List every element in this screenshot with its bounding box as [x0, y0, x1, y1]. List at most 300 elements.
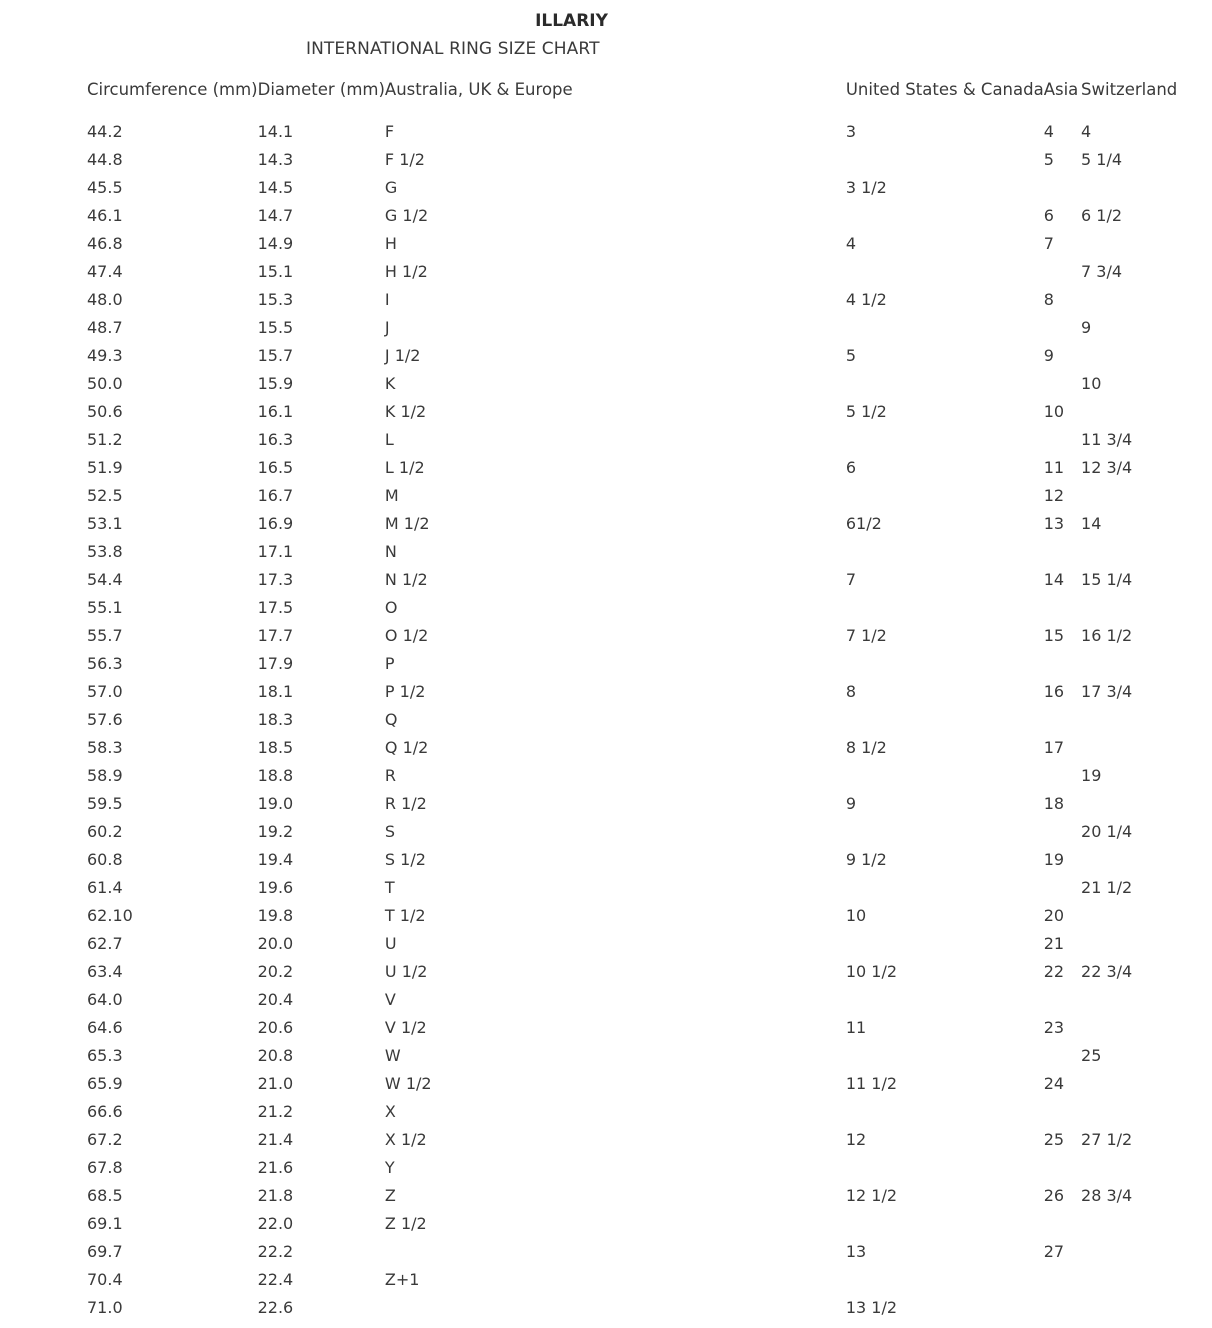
- cell-australia-uk-europe: G 1/2: [384, 206, 429, 225]
- table-row: [87, 1154, 1212, 1182]
- table-row: [87, 986, 1212, 1014]
- cell-circumference: 70.4: [87, 1270, 123, 1289]
- cell-switzerland: [1081, 734, 1212, 762]
- table-row: [87, 1294, 1212, 1322]
- table-row: [87, 1238, 1212, 1266]
- cell-diameter: 19.0: [257, 794, 294, 813]
- cell-diameter: 21.0: [257, 1074, 294, 1093]
- cell-us-canada: [846, 482, 1044, 510]
- cell-asia: 26: [1043, 1186, 1065, 1205]
- cell-switzerland: 27 1/2: [1081, 1130, 1133, 1149]
- cell-circumference: 53.8: [87, 542, 123, 561]
- table-row: [87, 1266, 1212, 1294]
- cell-diameter: 15.5: [257, 318, 294, 337]
- cell-circumference: 46.1: [87, 206, 123, 225]
- cell-diameter: 21.4: [257, 1130, 294, 1149]
- cell-diameter: 19.2: [257, 822, 294, 841]
- cell-australia-uk-europe: R 1/2: [384, 794, 427, 813]
- cell-australia-uk-europe: X: [384, 1102, 396, 1121]
- cell-diameter: 19.4: [257, 850, 294, 869]
- cell-circumference: 65.9: [87, 1074, 123, 1093]
- cell-diameter: 17.9: [257, 654, 294, 673]
- cell-australia-uk-europe: F 1/2: [384, 150, 425, 169]
- cell-diameter: 17.3: [257, 570, 294, 589]
- cell-us-canada: 5: [845, 346, 857, 365]
- cell-diameter: 19.8: [257, 906, 294, 925]
- cell-us-canada: 11 1/2: [845, 1074, 898, 1093]
- cell-switzerland: [1081, 1266, 1212, 1294]
- cell-us-canada: [846, 986, 1044, 1014]
- cell-asia: 22: [1043, 962, 1065, 981]
- cell-circumference: 55.1: [87, 598, 123, 617]
- cell-australia-uk-europe: M: [384, 486, 399, 505]
- cell-diameter: 20.8: [257, 1046, 294, 1065]
- cell-us-canada: 8: [845, 682, 857, 701]
- header-asia: Asia: [1043, 80, 1079, 99]
- cell-diameter: 14.1: [257, 122, 294, 141]
- cell-circumference: 54.4: [87, 570, 123, 589]
- cell-switzerland: 20 1/4: [1081, 822, 1133, 841]
- table-row: [87, 1042, 1212, 1070]
- table-row: [87, 398, 1212, 426]
- table-row: [87, 734, 1212, 762]
- table-row: [87, 622, 1212, 650]
- cell-asia: 18: [1043, 794, 1065, 813]
- cell-asia: 25: [1043, 1130, 1065, 1149]
- cell-switzerland: [1081, 1238, 1212, 1266]
- cell-asia: [1044, 650, 1081, 678]
- cell-asia: [1044, 986, 1081, 1014]
- table-row: [87, 1098, 1212, 1126]
- cell-diameter: 22.2: [257, 1242, 294, 1261]
- cell-circumference: 53.1: [87, 514, 123, 533]
- cell-switzerland: 25: [1081, 1046, 1102, 1065]
- cell-circumference: 59.5: [87, 794, 123, 813]
- table-row: [87, 1210, 1212, 1238]
- cell-us-canada: [846, 202, 1044, 230]
- cell-diameter: 15.9: [257, 374, 294, 393]
- cell-diameter: 20.6: [257, 1018, 294, 1037]
- cell-switzerland: [1081, 174, 1212, 202]
- cell-us-canada: [846, 538, 1044, 566]
- cell-switzerland: [1081, 1098, 1212, 1126]
- cell-circumference: 49.3: [87, 346, 123, 365]
- cell-diameter: 14.7: [257, 206, 294, 225]
- cell-circumference: 68.5: [87, 1186, 123, 1205]
- table-row: [87, 874, 1212, 902]
- cell-us-canada: [846, 370, 1044, 398]
- cell-us-canada: 12: [845, 1130, 867, 1149]
- cell-us-canada: 10 1/2: [845, 962, 898, 981]
- cell-australia-uk-europe: T 1/2: [384, 906, 426, 925]
- cell-asia: 16: [1043, 682, 1065, 701]
- cell-us-canada: 10: [845, 906, 867, 925]
- cell-asia: [1044, 1210, 1081, 1238]
- cell-asia: [1044, 538, 1081, 566]
- table-row: [87, 650, 1212, 678]
- cell-australia-uk-europe: F: [384, 122, 395, 141]
- cell-diameter: 15.3: [257, 290, 294, 309]
- cell-circumference: 50.0: [87, 374, 123, 393]
- cell-switzerland: 15 1/4: [1081, 570, 1133, 589]
- cell-asia: [1044, 762, 1081, 790]
- cell-australia-uk-europe: Z 1/2: [384, 1214, 427, 1233]
- table-row: [87, 706, 1212, 734]
- cell-asia: 11: [1043, 458, 1065, 477]
- cell-asia: 8: [1043, 290, 1054, 309]
- cell-switzerland: [1081, 650, 1212, 678]
- cell-switzerland: 14: [1081, 514, 1102, 533]
- table-row: [87, 594, 1212, 622]
- cell-australia-uk-europe: V 1/2: [384, 1018, 427, 1037]
- cell-asia: 14: [1043, 570, 1065, 589]
- cell-circumference: 55.7: [87, 626, 123, 645]
- table-row: [87, 230, 1212, 258]
- cell-australia-uk-europe: [385, 1294, 846, 1322]
- cell-us-canada: 4: [845, 234, 857, 253]
- cell-circumference: 47.4: [87, 262, 123, 281]
- cell-australia-uk-europe: N: [384, 542, 397, 561]
- cell-switzerland: [1081, 1294, 1212, 1322]
- cell-circumference: 69.1: [87, 1214, 123, 1233]
- cell-asia: [1044, 818, 1081, 846]
- cell-asia: 12: [1043, 486, 1065, 505]
- cell-diameter: 20.4: [257, 990, 294, 1009]
- cell-circumference: 66.6: [87, 1102, 123, 1121]
- cell-switzerland: [1081, 1014, 1212, 1042]
- cell-diameter: 21.6: [257, 1158, 294, 1177]
- cell-switzerland: 4: [1081, 122, 1092, 141]
- cell-asia: [1044, 1266, 1081, 1294]
- cell-diameter: 20.2: [257, 962, 294, 981]
- cell-australia-uk-europe: S 1/2: [384, 850, 426, 869]
- cell-us-canada: 7: [845, 570, 857, 589]
- cell-australia-uk-europe: Q: [384, 710, 398, 729]
- cell-us-canada: 3: [845, 122, 857, 141]
- cell-circumference: 46.8: [87, 234, 123, 253]
- cell-australia-uk-europe: S: [384, 822, 396, 841]
- cell-switzerland: [1081, 902, 1212, 930]
- cell-diameter: 17.1: [257, 542, 294, 561]
- cell-us-canada: 9: [845, 794, 857, 813]
- cell-asia: 21: [1043, 934, 1065, 953]
- cell-australia-uk-europe: L 1/2: [384, 458, 425, 477]
- cell-diameter: 19.6: [257, 878, 294, 897]
- cell-asia: 10: [1043, 402, 1065, 421]
- table-row: [87, 930, 1212, 958]
- brand-title: ILLARIY: [535, 11, 608, 31]
- cell-circumference: 65.3: [87, 1046, 123, 1065]
- cell-circumference: 58.9: [87, 766, 123, 785]
- cell-diameter: 14.3: [257, 150, 294, 169]
- table-row: [87, 482, 1212, 510]
- header-diameter: Diameter (mm): [257, 80, 385, 99]
- cell-circumference: 71.0: [87, 1298, 123, 1317]
- cell-us-canada: 4 1/2: [845, 290, 887, 309]
- table-row: [87, 118, 1212, 146]
- cell-circumference: 44.8: [87, 150, 123, 169]
- cell-diameter: 17.7: [257, 626, 294, 645]
- cell-circumference: 56.3: [87, 654, 123, 673]
- cell-australia-uk-europe: T: [384, 878, 395, 897]
- cell-switzerland: 5 1/4: [1081, 150, 1123, 169]
- cell-us-canada: 6: [845, 458, 857, 477]
- cell-circumference: 67.2: [87, 1130, 123, 1149]
- cell-asia: [1044, 706, 1081, 734]
- cell-australia-uk-europe: O 1/2: [384, 626, 429, 645]
- cell-australia-uk-europe: I: [384, 290, 390, 309]
- table-row: [87, 314, 1212, 342]
- cell-us-canada: [846, 1098, 1044, 1126]
- header-switzerland: Switzerland: [1081, 80, 1178, 99]
- cell-australia-uk-europe: Q 1/2: [384, 738, 429, 757]
- table-row: [87, 1182, 1212, 1210]
- cell-australia-uk-europe: G: [384, 178, 398, 197]
- cell-circumference: 50.6: [87, 402, 123, 421]
- cell-diameter: 22.6: [257, 1298, 294, 1317]
- table-row: [87, 286, 1212, 314]
- cell-asia: 15: [1043, 626, 1065, 645]
- cell-asia: [1044, 426, 1081, 454]
- cell-us-canada: [846, 594, 1044, 622]
- header-circumference: Circumference (mm): [87, 80, 258, 99]
- cell-switzerland: [1081, 1210, 1212, 1238]
- table-row: [87, 1126, 1212, 1154]
- cell-switzerland: [1081, 482, 1212, 510]
- cell-us-canada: [846, 1042, 1044, 1070]
- cell-circumference: 63.4: [87, 962, 123, 981]
- cell-circumference: 52.5: [87, 486, 123, 505]
- cell-asia: 20: [1043, 906, 1065, 925]
- ring-size-table: [87, 62, 1212, 1322]
- cell-circumference: 60.8: [87, 850, 123, 869]
- table-row: [87, 1070, 1212, 1098]
- table-row: [87, 958, 1212, 986]
- cell-diameter: 22.0: [257, 1214, 294, 1233]
- table-row: [87, 538, 1212, 566]
- cell-diameter: 17.5: [257, 598, 294, 617]
- cell-switzerland: 21 1/2: [1081, 878, 1133, 897]
- cell-australia-uk-europe: V: [384, 990, 396, 1009]
- cell-switzerland: [1081, 1154, 1212, 1182]
- cell-switzerland: [1081, 986, 1212, 1014]
- cell-asia: [1044, 1042, 1081, 1070]
- cell-us-canada: [846, 818, 1044, 846]
- cell-diameter: 18.5: [257, 738, 294, 757]
- cell-australia-uk-europe: H 1/2: [384, 262, 428, 281]
- table-row: [87, 146, 1212, 174]
- cell-diameter: 22.4: [257, 1270, 294, 1289]
- cell-switzerland: 11 3/4: [1081, 430, 1133, 449]
- cell-us-canada: 12 1/2: [845, 1186, 898, 1205]
- cell-us-canada: [846, 1154, 1044, 1182]
- cell-australia-uk-europe: N 1/2: [384, 570, 428, 589]
- table-row: [87, 846, 1212, 874]
- cell-australia-uk-europe: Y: [384, 1158, 395, 1177]
- cell-australia-uk-europe: L: [384, 430, 394, 449]
- cell-diameter: 16.5: [257, 458, 294, 477]
- cell-australia-uk-europe: O: [384, 598, 398, 617]
- cell-asia: [1044, 258, 1081, 286]
- cell-us-canada: 13 1/2: [845, 1298, 898, 1317]
- cell-circumference: 64.0: [87, 990, 123, 1009]
- cell-us-canada: [846, 426, 1044, 454]
- cell-circumference: 51.9: [87, 458, 123, 477]
- cell-diameter: 14.9: [257, 234, 294, 253]
- cell-diameter: 18.3: [257, 710, 294, 729]
- cell-us-canada: 3 1/2: [845, 178, 887, 197]
- cell-australia-uk-europe: U: [384, 934, 397, 953]
- table-row: [87, 818, 1212, 846]
- table-row: [87, 1014, 1212, 1042]
- table-row: [87, 454, 1212, 482]
- cell-us-canada: [846, 650, 1044, 678]
- cell-circumference: 62.10: [87, 906, 133, 925]
- cell-australia-uk-europe: Z: [384, 1186, 396, 1205]
- cell-us-canada: 11: [845, 1018, 867, 1037]
- cell-switzerland: 19: [1081, 766, 1102, 785]
- cell-australia-uk-europe: H: [384, 234, 397, 253]
- cell-asia: [1044, 1294, 1081, 1322]
- cell-australia-uk-europe: Z+1: [384, 1270, 420, 1289]
- cell-diameter: 14.5: [257, 178, 294, 197]
- cell-diameter: 16.7: [257, 486, 294, 505]
- cell-us-canada: [846, 314, 1044, 342]
- table-row: [87, 202, 1212, 230]
- cell-asia: 13: [1043, 514, 1065, 533]
- cell-switzerland: 9: [1081, 318, 1092, 337]
- cell-asia: [1044, 1098, 1081, 1126]
- cell-diameter: 20.0: [257, 934, 294, 953]
- cell-diameter: 21.8: [257, 1186, 294, 1205]
- cell-switzerland: [1081, 706, 1212, 734]
- cell-australia-uk-europe: J 1/2: [384, 346, 421, 365]
- cell-circumference: 45.5: [87, 178, 123, 197]
- cell-switzerland: 6 1/2: [1081, 206, 1123, 225]
- cell-diameter: 21.2: [257, 1102, 294, 1121]
- cell-australia-uk-europe: K 1/2: [384, 402, 427, 421]
- cell-switzerland: [1081, 594, 1212, 622]
- cell-switzerland: 22 3/4: [1081, 962, 1133, 981]
- cell-diameter: 18.1: [257, 682, 294, 701]
- cell-australia-uk-europe: X 1/2: [384, 1130, 427, 1149]
- table-row: [87, 678, 1212, 706]
- cell-us-canada: [846, 1210, 1044, 1238]
- cell-asia: 23: [1043, 1018, 1065, 1037]
- table-row: [87, 370, 1212, 398]
- cell-switzerland: 10: [1081, 374, 1102, 393]
- cell-diameter: 18.8: [257, 766, 294, 785]
- table-row: [87, 342, 1212, 370]
- cell-us-canada: [846, 874, 1044, 902]
- cell-us-canada: 61/2: [845, 514, 882, 533]
- cell-switzerland: [1081, 1070, 1212, 1098]
- cell-australia-uk-europe: U 1/2: [384, 962, 428, 981]
- cell-switzerland: 28 3/4: [1081, 1186, 1133, 1205]
- cell-us-canada: 13: [845, 1242, 867, 1261]
- cell-switzerland: 17 3/4: [1081, 682, 1133, 701]
- cell-diameter: 15.1: [257, 262, 294, 281]
- cell-australia-uk-europe: P 1/2: [384, 682, 426, 701]
- cell-australia-uk-europe: J: [384, 318, 390, 337]
- cell-australia-uk-europe: P: [384, 654, 395, 673]
- cell-asia: [1044, 314, 1081, 342]
- cell-us-canada: 7 1/2: [845, 626, 887, 645]
- cell-switzerland: [1081, 286, 1212, 314]
- cell-switzerland: [1081, 538, 1212, 566]
- cell-asia: 6: [1043, 206, 1054, 225]
- cell-asia: 4: [1043, 122, 1054, 141]
- cell-switzerland: [1081, 342, 1212, 370]
- cell-asia: 17: [1043, 738, 1065, 757]
- cell-asia: [1044, 594, 1081, 622]
- cell-circumference: 57.0: [87, 682, 123, 701]
- cell-circumference: 51.2: [87, 430, 123, 449]
- cell-switzerland: 7 3/4: [1081, 262, 1123, 281]
- cell-circumference: 61.4: [87, 878, 123, 897]
- cell-asia: [1044, 370, 1081, 398]
- cell-circumference: 67.8: [87, 1158, 123, 1177]
- cell-asia: 5: [1043, 150, 1054, 169]
- cell-circumference: 58.3: [87, 738, 123, 757]
- table-row: [87, 762, 1212, 790]
- cell-asia: 9: [1043, 346, 1054, 365]
- cell-switzerland: [1081, 930, 1212, 958]
- cell-circumference: 44.2: [87, 122, 123, 141]
- table-row: [87, 174, 1212, 202]
- cell-us-canada: [846, 762, 1044, 790]
- cell-us-canada: 9 1/2: [845, 850, 887, 869]
- table-body: [87, 118, 1212, 1322]
- cell-circumference: 64.6: [87, 1018, 123, 1037]
- header-australia-uk-europe: Australia, UK & Europe: [384, 80, 573, 99]
- cell-switzerland: [1081, 230, 1212, 258]
- table-row: [87, 426, 1212, 454]
- cell-asia: [1044, 1154, 1081, 1182]
- cell-diameter: 16.3: [257, 430, 294, 449]
- cell-diameter: 15.7: [257, 346, 294, 365]
- cell-australia-uk-europe: R: [384, 766, 397, 785]
- cell-asia: [1044, 174, 1081, 202]
- cell-asia: 7: [1043, 234, 1054, 253]
- table-row: [87, 790, 1212, 818]
- header-us-canada: United States & Canada: [845, 80, 1044, 99]
- cell-australia-uk-europe: W 1/2: [384, 1074, 432, 1093]
- cell-switzerland: [1081, 846, 1212, 874]
- cell-circumference: 57.6: [87, 710, 123, 729]
- table-header-row: [87, 62, 1212, 118]
- cell-circumference: 48.7: [87, 318, 123, 337]
- table-row: [87, 566, 1212, 594]
- table-row: [87, 902, 1212, 930]
- cell-us-canada: [846, 930, 1044, 958]
- cell-asia: [1044, 874, 1081, 902]
- cell-diameter: 16.9: [257, 514, 294, 533]
- cell-asia: 24: [1043, 1074, 1065, 1093]
- cell-diameter: 16.1: [257, 402, 294, 421]
- cell-circumference: 48.0: [87, 290, 123, 309]
- cell-switzerland: 16 1/2: [1081, 626, 1133, 645]
- cell-us-canada: [846, 1266, 1044, 1294]
- cell-circumference: 60.2: [87, 822, 123, 841]
- cell-circumference: 69.7: [87, 1242, 123, 1261]
- chart-title: INTERNATIONAL RING SIZE CHART: [306, 39, 600, 59]
- cell-switzerland: [1081, 398, 1212, 426]
- cell-us-canada: [846, 146, 1044, 174]
- cell-circumference: 62.7: [87, 934, 123, 953]
- cell-us-canada: [846, 258, 1044, 286]
- cell-switzerland: [1081, 790, 1212, 818]
